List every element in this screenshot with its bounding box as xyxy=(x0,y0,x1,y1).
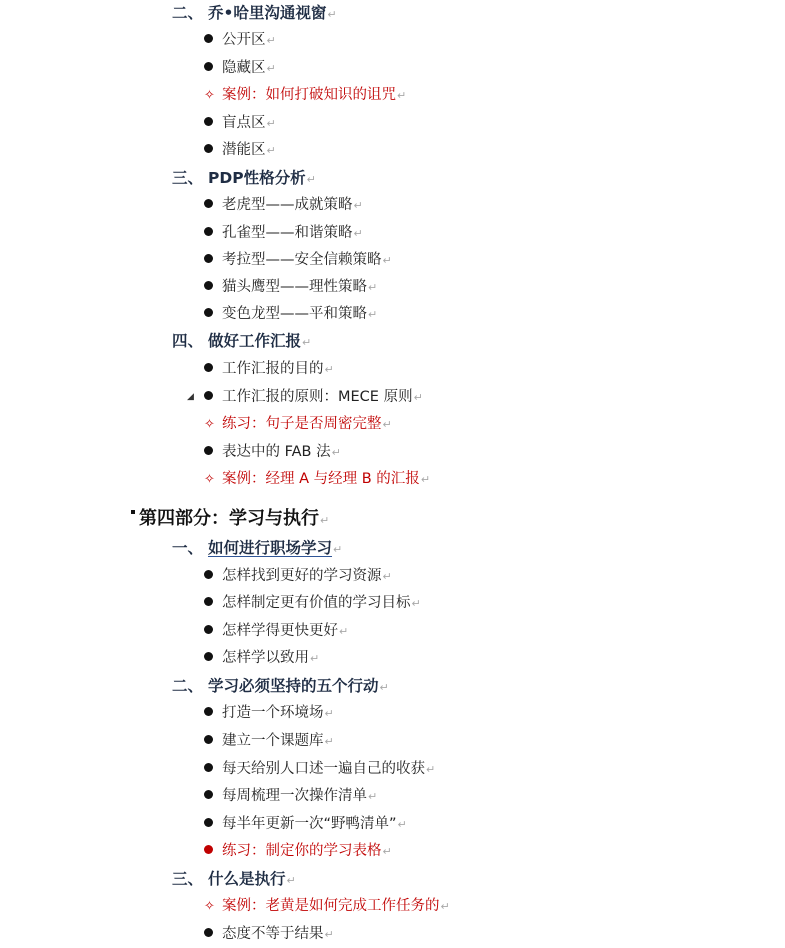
outline-bullet-item[interactable] xyxy=(204,893,450,920)
bullet-text: 练习：句子是否周密完整 xyxy=(222,416,382,432)
bullet-dot-shape xyxy=(204,928,213,937)
outline-bullet-item[interactable] xyxy=(204,274,377,301)
bullet-text: 工作汇报的目的 xyxy=(222,361,324,377)
bullet-dot-icon xyxy=(204,110,222,137)
bullet-text: 每周梳理一次操作清单 xyxy=(222,788,367,804)
heading-number: 二、 xyxy=(172,4,204,22)
outline-bullet-item[interactable] xyxy=(204,811,407,838)
bullet-text: 每天给别人口述一遍自己的收获 xyxy=(222,761,425,777)
bullet-text: 建立一个课题库 xyxy=(222,733,324,749)
bullet-dot-shape xyxy=(204,34,213,43)
bullet-dot-icon xyxy=(204,384,222,411)
bullet-dot-icon xyxy=(204,356,222,383)
bullet-dot-shape xyxy=(204,652,213,661)
paragraph-return-icon: ↵ xyxy=(368,308,378,321)
heading-text: 学习必须坚持的五个行动 xyxy=(208,677,379,695)
bullet-text: 公开区 xyxy=(222,32,266,48)
bullet-dot-shape xyxy=(204,308,213,317)
bullet-dot-shape xyxy=(204,790,213,799)
bullet-dot-shape xyxy=(204,707,213,716)
bullet-dot-icon xyxy=(204,645,222,672)
bullet-text: 盲点区 xyxy=(222,115,266,131)
bullet-dot-shape xyxy=(204,818,213,827)
collapse-triangle-icon: ◢ xyxy=(187,392,194,402)
outline-bullet-item[interactable] xyxy=(204,27,276,54)
outline-bullet-item[interactable] xyxy=(204,728,334,755)
heading-text: 第四部分：学习与执行 xyxy=(139,508,319,529)
heading-number: 三、 xyxy=(172,870,204,888)
bullet-dot-shape xyxy=(204,117,213,126)
outline-heading-level2[interactable] xyxy=(172,0,337,27)
paragraph-return-icon: ↵ xyxy=(440,900,450,913)
diamond-bullet-icon xyxy=(204,466,222,493)
heading-number: 三、 xyxy=(172,169,204,187)
bullet-dot-shape xyxy=(204,597,213,606)
bullet-dot-shape xyxy=(204,570,213,579)
paragraph-return-icon: ↵ xyxy=(382,570,392,583)
bullet-text: 每半年更新一次“野鸭清单” xyxy=(222,816,397,832)
bullet-dot-shape xyxy=(204,144,213,153)
bullet-text: 态度不等于结果 xyxy=(222,926,324,942)
bullet-dot-icon xyxy=(204,700,222,727)
bullet-dot-icon xyxy=(204,274,222,301)
paragraph-return-icon: ↵ xyxy=(324,707,334,720)
outline-bullet-item[interactable] xyxy=(204,466,430,493)
bullet-dot-icon xyxy=(204,220,222,247)
paragraph-return-icon: ↵ xyxy=(397,818,407,831)
paragraph-return-icon: ↵ xyxy=(320,514,330,527)
outline-bullet-item[interactable] xyxy=(204,55,276,82)
outline-bullet-item[interactable] xyxy=(204,618,348,645)
bullet-dot-icon xyxy=(204,137,222,164)
outline-bullet-item[interactable] xyxy=(204,756,435,783)
outline-bullet-item[interactable] xyxy=(204,110,276,137)
bullet-text: 案例：老黄是如何完成工作任务的 xyxy=(222,898,440,914)
bullet-dot-icon xyxy=(204,247,222,274)
bullet-text: 打造一个环境场 xyxy=(222,705,324,721)
bullet-text: 案例：如何打破知识的诅咒 xyxy=(222,87,396,103)
paragraph-return-icon: ↵ xyxy=(310,652,320,665)
paragraph-return-icon: ↵ xyxy=(266,62,276,75)
bullet-dot-icon xyxy=(204,27,222,54)
outline-bullet-item[interactable] xyxy=(204,247,392,274)
paragraph-return-icon: ↵ xyxy=(353,227,363,240)
paragraph-return-icon: ↵ xyxy=(382,845,392,858)
paragraph-return-icon: ↵ xyxy=(379,681,389,694)
outline-bullet-item[interactable] xyxy=(204,921,334,948)
diamond-glyph: ✧ xyxy=(204,88,215,103)
diamond-glyph: ✧ xyxy=(204,899,215,914)
diamond-bullet-icon xyxy=(204,82,222,109)
bullet-dot-icon xyxy=(204,783,222,810)
paragraph-return-icon: ↵ xyxy=(382,418,392,431)
bullet-text: 猫头鹰型——理性策略 xyxy=(222,279,367,295)
bullet-text: 怎样学以致用 xyxy=(222,650,309,666)
bullet-dot-icon xyxy=(204,756,222,783)
paragraph-return-icon: ↵ xyxy=(266,144,276,157)
bullet-dot-shape xyxy=(204,845,213,854)
bullet-dot-icon xyxy=(204,192,222,219)
heading-number: 二、 xyxy=(172,677,204,695)
bullet-text: 案例：经理 A 与经理 B 的汇报 xyxy=(222,471,420,487)
paragraph-return-icon: ↵ xyxy=(266,34,276,47)
outline-bullet-item[interactable] xyxy=(204,590,421,617)
bullet-text: 变色龙型——平和策略 xyxy=(222,306,367,322)
bullet-dot-shape xyxy=(204,763,213,772)
bullet-dot-icon xyxy=(204,301,222,328)
bullet-dot-shape xyxy=(204,62,213,71)
bullet-dot-shape xyxy=(204,625,213,634)
outline-bullet-item[interactable] xyxy=(204,301,377,328)
heading-text: 什么是执行 xyxy=(208,870,286,888)
outline-bullet-item[interactable] xyxy=(187,384,423,411)
bullet-text: 怎样学得更快更好 xyxy=(222,623,338,639)
diamond-bullet-icon xyxy=(204,411,222,438)
diamond-bullet-icon xyxy=(204,893,222,920)
bullet-dot-icon xyxy=(204,728,222,755)
bullet-text: 怎样找到更好的学习资源 xyxy=(222,568,382,584)
outline-heading-level1[interactable] xyxy=(131,505,329,532)
bullet-text: 考拉型——安全信赖策略 xyxy=(222,252,382,268)
bullet-text: 工作汇报的原则：MECE 原则 xyxy=(222,389,413,405)
outline-bullet-item[interactable] xyxy=(204,220,363,247)
bullet-dot-icon xyxy=(204,838,222,865)
bullet-dot-icon xyxy=(204,55,222,82)
paragraph-return-icon: ↵ xyxy=(302,336,312,349)
outline-bullet-item[interactable] xyxy=(204,563,392,590)
bullet-dot-shape xyxy=(204,227,213,236)
bullet-dot-shape xyxy=(204,254,213,263)
bullet-text: 怎样制定更有价值的学习目标 xyxy=(222,595,411,611)
diamond-glyph: ✧ xyxy=(204,472,215,487)
outline-heading-level2[interactable] xyxy=(172,328,311,355)
paragraph-mark-icon xyxy=(131,510,135,514)
paragraph-return-icon: ↵ xyxy=(353,199,363,212)
bullet-dot-shape xyxy=(204,281,213,290)
outline-heading-level2[interactable] xyxy=(172,866,296,893)
paragraph-return-icon: ↵ xyxy=(324,363,334,376)
heading-text: PDP性格分析 xyxy=(208,169,306,187)
paragraph-return-icon: ↵ xyxy=(266,117,276,130)
bullet-dot-icon xyxy=(204,563,222,590)
bullet-text: 表达中的 FAB 法 xyxy=(222,444,331,460)
outline-bullet-item[interactable] xyxy=(204,783,377,810)
heading-text: 如何进行职场学习 xyxy=(208,539,333,557)
bullet-dot-icon xyxy=(204,439,222,466)
paragraph-return-icon: ↵ xyxy=(397,89,407,102)
bullet-dot-icon xyxy=(204,590,222,617)
bullet-text: 孔雀型——和谐策略 xyxy=(222,225,353,241)
outline-heading-level2[interactable] xyxy=(172,673,389,700)
paragraph-return-icon: ↵ xyxy=(420,473,431,486)
outline-bullet-item[interactable] xyxy=(204,192,363,219)
paragraph-return-icon: ↵ xyxy=(382,254,392,267)
outline-bullet-item[interactable] xyxy=(204,700,334,727)
paragraph-return-icon: ↵ xyxy=(324,928,334,941)
bullet-dot-icon xyxy=(204,811,222,838)
bullet-dot-shape xyxy=(204,735,213,744)
bullet-text: 练习：制定你的学习表格 xyxy=(222,843,382,859)
bullet-dot-icon xyxy=(204,921,222,948)
diamond-glyph: ✧ xyxy=(204,417,215,432)
heading-number: 四、 xyxy=(172,332,204,350)
bullet-dot-shape xyxy=(204,199,213,208)
bullet-dot-shape xyxy=(204,391,213,400)
paragraph-return-icon: ↵ xyxy=(368,790,378,803)
outline-bullet-item[interactable] xyxy=(204,356,334,383)
bullet-dot-shape xyxy=(204,446,213,455)
paragraph-return-icon: ↵ xyxy=(368,281,378,294)
outline-bullet-item[interactable] xyxy=(204,838,392,865)
paragraph-return-icon: ↵ xyxy=(339,625,349,638)
outline-heading-level2[interactable] xyxy=(172,165,316,192)
paragraph-return-icon: ↵ xyxy=(327,8,337,21)
paragraph-return-icon: ↵ xyxy=(306,173,316,186)
heading-number: 一、 xyxy=(172,539,204,557)
outline-heading-level2[interactable] xyxy=(172,535,342,562)
paragraph-return-icon: ↵ xyxy=(411,597,421,610)
bullet-text: 隐藏区 xyxy=(222,60,266,76)
bullet-dot-shape xyxy=(204,363,213,372)
outline-bullet-item[interactable] xyxy=(204,439,341,466)
outline-bullet-item[interactable] xyxy=(204,645,319,672)
heading-text: 做好工作汇报 xyxy=(208,332,302,350)
paragraph-return-icon: ↵ xyxy=(331,446,341,459)
paragraph-return-icon: ↵ xyxy=(324,735,334,748)
paragraph-return-icon: ↵ xyxy=(333,543,343,556)
outline-bullet-item[interactable] xyxy=(204,411,392,438)
bullet-text: 潜能区 xyxy=(222,142,266,158)
bullet-text: 老虎型——成就策略 xyxy=(222,197,353,213)
paragraph-return-icon: ↵ xyxy=(426,763,436,776)
paragraph-return-icon: ↵ xyxy=(413,391,423,404)
bullet-dot-icon xyxy=(204,618,222,645)
outline-bullet-item[interactable] xyxy=(204,137,276,164)
heading-text: 乔•哈里沟通视窗 xyxy=(208,4,327,22)
outline-bullet-item[interactable] xyxy=(204,82,406,109)
paragraph-return-icon: ↵ xyxy=(286,874,296,887)
